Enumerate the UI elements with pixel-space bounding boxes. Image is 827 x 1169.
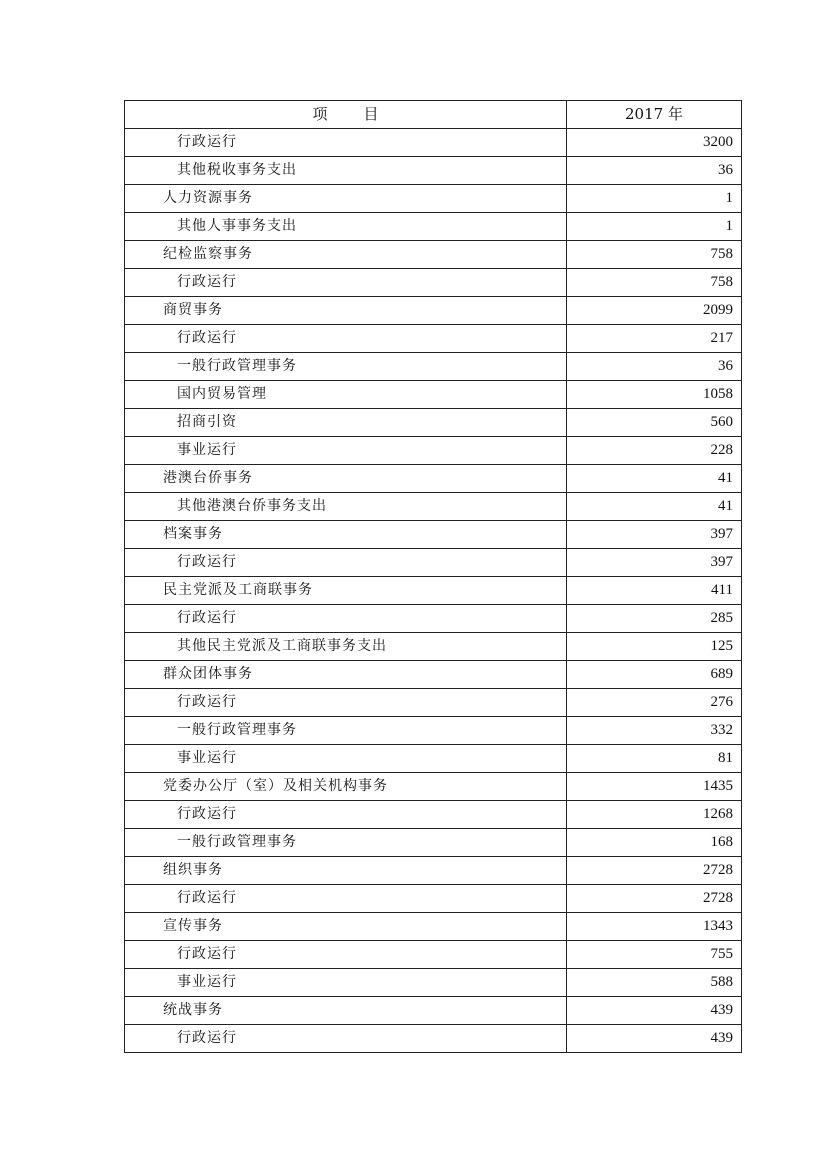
table-row <box>125 157 742 185</box>
row-item-name: 宣传事务 <box>125 913 567 941</box>
table-row <box>125 997 742 1025</box>
row-item-name: 一般行政管理事务 <box>125 829 567 857</box>
row-item-name: 档案事务 <box>125 521 567 549</box>
row-value-2017: 689 <box>567 661 742 689</box>
row-item-name: 行政运行 <box>125 801 567 829</box>
table-row <box>125 773 742 801</box>
table-row <box>125 857 742 885</box>
table-row <box>125 129 742 157</box>
row-item-name: 商贸事务 <box>125 297 567 325</box>
row-value-2017: 411 <box>567 577 742 605</box>
table-row <box>125 213 742 241</box>
row-item-name: 国内贸易管理 <box>125 381 567 409</box>
table-row <box>125 801 742 829</box>
row-item-name: 一般行政管理事务 <box>125 353 567 381</box>
row-item-name: 事业运行 <box>125 745 567 773</box>
row-value-2017: 3200 <box>567 129 742 157</box>
table-row <box>125 185 742 213</box>
row-item-name: 统战事务 <box>125 997 567 1025</box>
table-row <box>125 325 742 353</box>
table-row <box>125 269 742 297</box>
row-item-name: 纪检监察事务 <box>125 241 567 269</box>
row-item-name: 行政运行 <box>125 885 567 913</box>
row-value-2017: 1058 <box>567 381 742 409</box>
row-value-2017: 1 <box>567 185 742 213</box>
row-value-2017: 1435 <box>567 773 742 801</box>
row-value-2017: 1343 <box>567 913 742 941</box>
table-row <box>125 549 742 577</box>
row-value-2017: 2728 <box>567 857 742 885</box>
column-header-item-part1: 项 <box>312 105 328 123</box>
row-value-2017: 168 <box>567 829 742 857</box>
table-row <box>125 521 742 549</box>
row-item-name: 港澳台侨事务 <box>125 465 567 493</box>
row-value-2017: 2099 <box>567 297 742 325</box>
row-value-2017: 1268 <box>567 801 742 829</box>
row-value-2017: 397 <box>567 521 742 549</box>
table-row <box>125 465 742 493</box>
row-item-name: 行政运行 <box>125 605 567 633</box>
table-row <box>125 829 742 857</box>
row-value-2017: 36 <box>567 157 742 185</box>
row-item-name: 民主党派及工商联事务 <box>125 577 567 605</box>
row-item-name: 事业运行 <box>125 969 567 997</box>
table-row <box>125 717 742 745</box>
table-row <box>125 913 742 941</box>
row-value-2017: 397 <box>567 549 742 577</box>
table-row <box>125 437 742 465</box>
row-value-2017: 41 <box>567 493 742 521</box>
row-item-name: 一般行政管理事务 <box>125 717 567 745</box>
row-value-2017: 755 <box>567 941 742 969</box>
row-value-2017: 560 <box>567 409 742 437</box>
row-value-2017: 439 <box>567 1025 742 1053</box>
table-row <box>125 381 742 409</box>
row-value-2017: 217 <box>567 325 742 353</box>
row-item-name: 人力资源事务 <box>125 185 567 213</box>
row-value-2017: 285 <box>567 605 742 633</box>
table-row <box>125 745 742 773</box>
column-header-year: 2017 年 <box>567 101 742 129</box>
table-row <box>125 885 742 913</box>
row-item-name: 其他人事事务支出 <box>125 213 567 241</box>
table-row <box>125 409 742 437</box>
row-value-2017: 1 <box>567 213 742 241</box>
row-value-2017: 439 <box>567 997 742 1025</box>
table-row <box>125 605 742 633</box>
row-item-name: 事业运行 <box>125 437 567 465</box>
row-value-2017: 588 <box>567 969 742 997</box>
table-row <box>125 297 742 325</box>
row-value-2017: 36 <box>567 353 742 381</box>
row-item-name: 行政运行 <box>125 1025 567 1053</box>
table-row <box>125 661 742 689</box>
row-item-name: 其他港澳台侨事务支出 <box>125 493 567 521</box>
column-header-item <box>125 101 567 129</box>
row-item-name: 其他税收事务支出 <box>125 157 567 185</box>
row-item-name: 群众团体事务 <box>125 661 567 689</box>
table-row <box>125 1025 742 1053</box>
row-item-name: 党委办公厅（室）及相关机构事务 <box>125 773 567 801</box>
table-row <box>125 353 742 381</box>
row-item-name: 组织事务 <box>125 857 567 885</box>
table-row <box>125 493 742 521</box>
table-body <box>125 129 742 1053</box>
column-header-item-part2: 目 <box>363 105 379 123</box>
table-row <box>125 241 742 269</box>
row-value-2017: 125 <box>567 633 742 661</box>
table-row <box>125 633 742 661</box>
table-row <box>125 941 742 969</box>
row-value-2017: 81 <box>567 745 742 773</box>
row-value-2017: 758 <box>567 241 742 269</box>
row-item-name: 行政运行 <box>125 129 567 157</box>
row-item-name: 行政运行 <box>125 325 567 353</box>
row-item-name: 招商引资 <box>125 409 567 437</box>
budget-table <box>124 100 742 1053</box>
row-item-name: 其他民主党派及工商联事务支出 <box>125 633 567 661</box>
table-row <box>125 689 742 717</box>
row-value-2017: 2728 <box>567 885 742 913</box>
table-header-row <box>125 101 742 129</box>
row-item-name: 行政运行 <box>125 549 567 577</box>
row-value-2017: 276 <box>567 689 742 717</box>
row-value-2017: 758 <box>567 269 742 297</box>
row-item-name: 行政运行 <box>125 941 567 969</box>
row-value-2017: 332 <box>567 717 742 745</box>
row-item-name: 行政运行 <box>125 269 567 297</box>
row-value-2017: 41 <box>567 465 742 493</box>
table-row <box>125 577 742 605</box>
row-value-2017: 228 <box>567 437 742 465</box>
row-item-name: 行政运行 <box>125 689 567 717</box>
table-row <box>125 969 742 997</box>
